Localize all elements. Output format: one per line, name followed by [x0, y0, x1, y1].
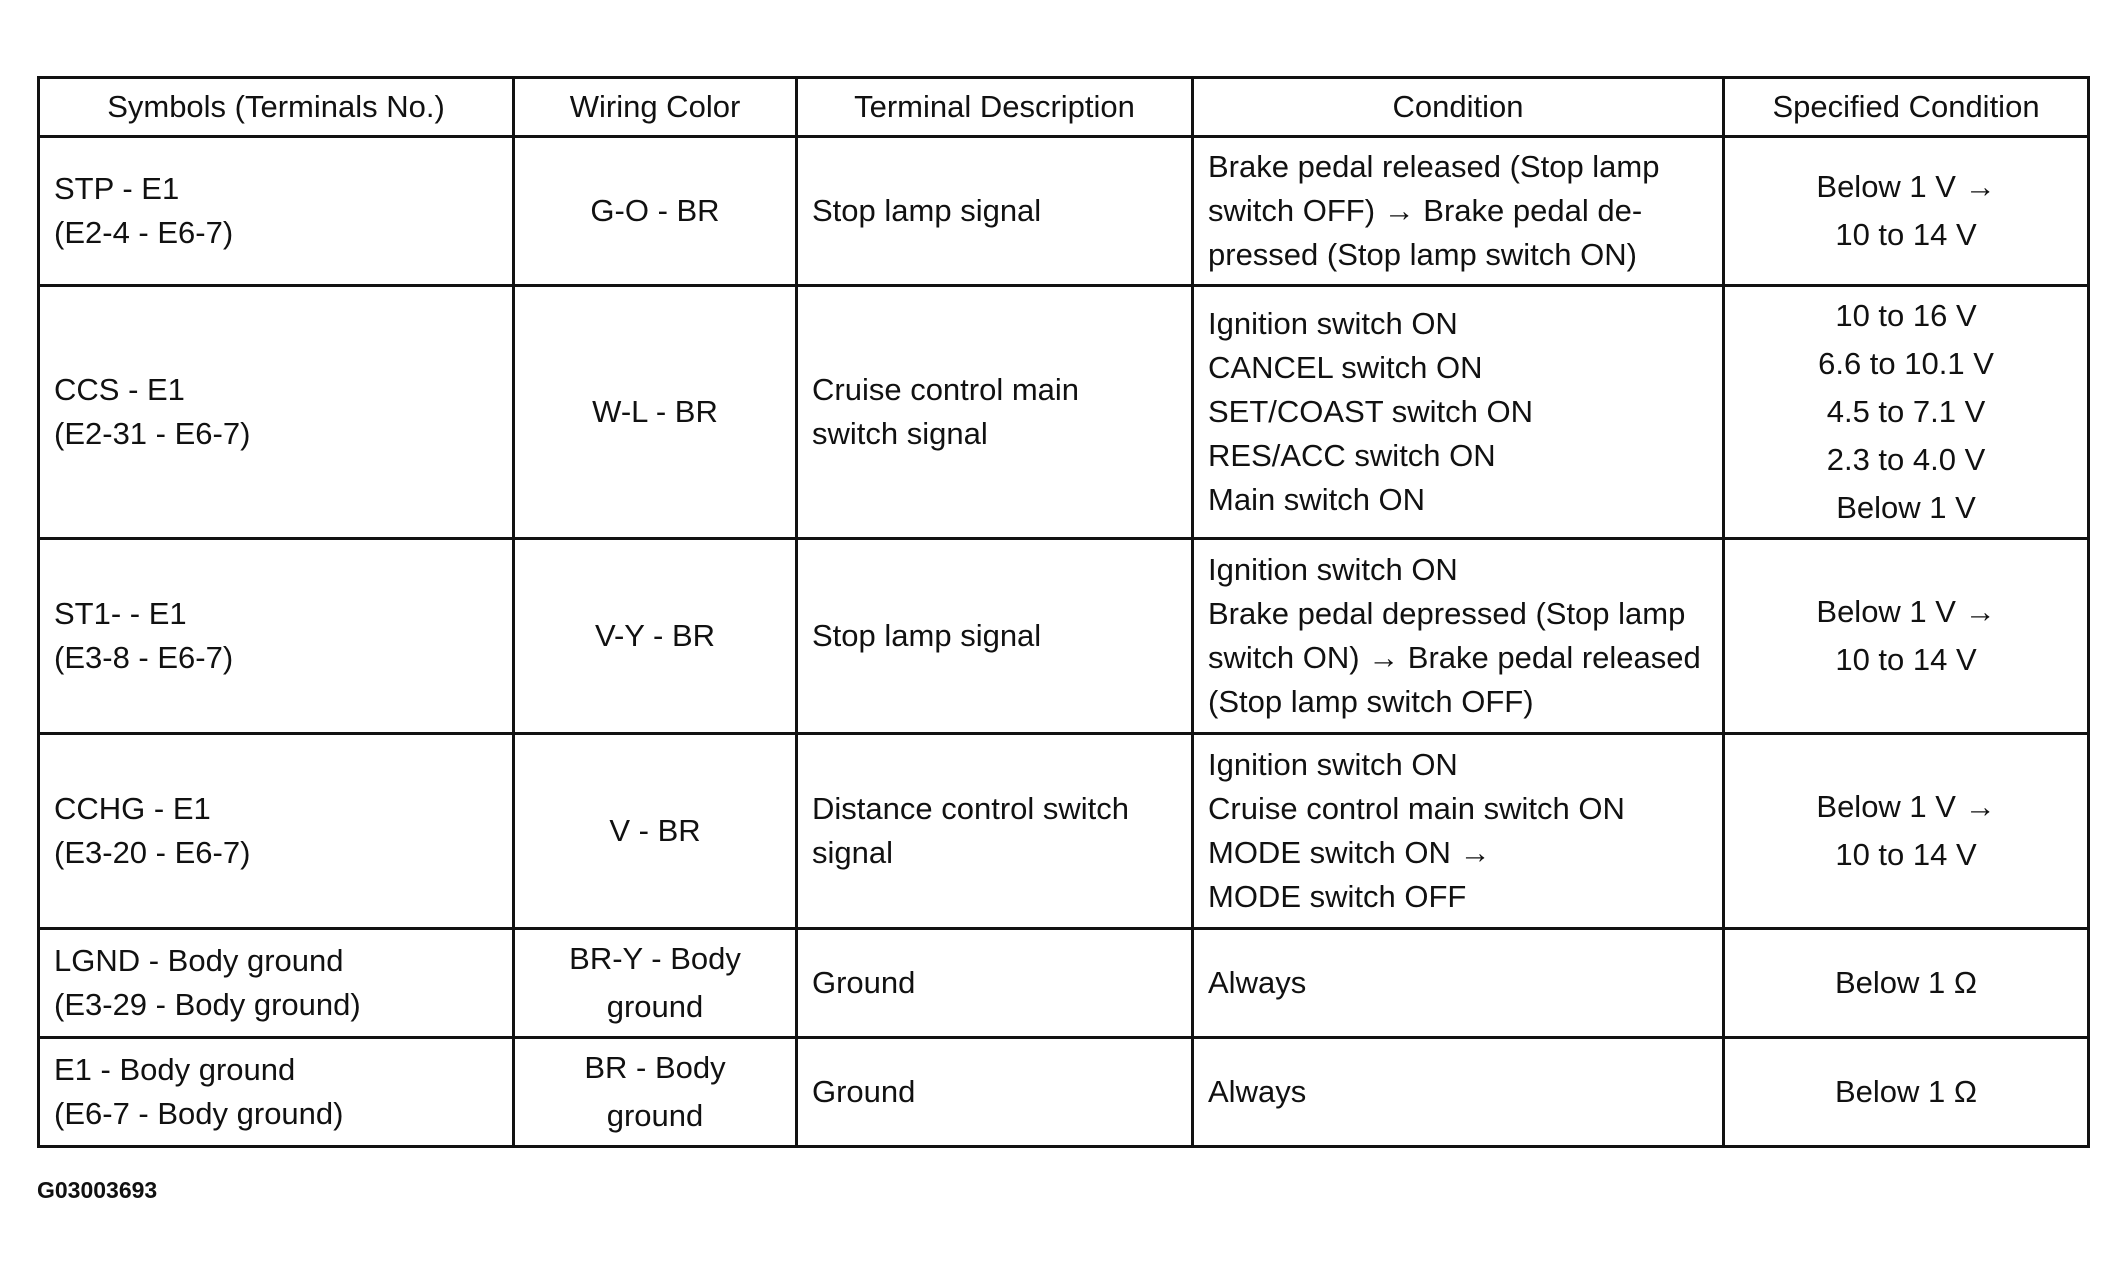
condition-line: Brake pedal released (Stop lamp [1208, 149, 1660, 184]
symbols-line: (E2-31 - E6-7) [54, 416, 251, 451]
specified-line: Below 1 V → [1816, 594, 1996, 629]
symbols-cell [39, 734, 514, 929]
condition-line: Always [1208, 965, 1307, 1000]
specified-line: Below 1 V [1836, 490, 1976, 525]
header-condition: Condition [1193, 78, 1724, 137]
symbols-line: (E3-29 - Body ground) [54, 987, 361, 1022]
specified-line: Below 1 Ω [1834, 965, 1978, 1000]
description-line: Ground [812, 1074, 916, 1109]
table-row [39, 137, 2089, 286]
specified-line: Below 1 V → [1816, 789, 1996, 824]
symbols-line: LGND - Body ground [54, 943, 344, 978]
wiring-line: V - BR [609, 813, 701, 848]
description-line: Cruise control main [812, 372, 1080, 407]
wiring-cell [514, 137, 797, 286]
wiring-line: ground [606, 1098, 704, 1133]
condition-line: SET/COAST switch ON [1208, 394, 1533, 429]
table-header-row [39, 78, 2089, 137]
specified-line: Below 1 V → [1816, 169, 1996, 204]
wiring-line: W-L - BR [592, 394, 718, 429]
header-specified-condition: Specified Condition [1724, 78, 2089, 137]
wiring-line: V-Y - BR [594, 618, 716, 653]
condition-line: Main switch ON [1208, 482, 1426, 517]
condition-cell [1193, 734, 1724, 929]
condition-line: (Stop lamp switch OFF) [1208, 684, 1534, 719]
wiring-cell [514, 539, 797, 734]
specified-cell [1724, 734, 2089, 929]
description-line: switch signal [812, 416, 988, 451]
condition-line: MODE switch OFF [1208, 879, 1467, 914]
symbols-cell [39, 1038, 514, 1147]
description-cell [797, 286, 1193, 539]
symbols-line: CCHG - E1 [54, 791, 211, 826]
wiring-cell [514, 929, 797, 1038]
condition-line: Ignition switch ON [1208, 306, 1458, 341]
specified-line: 2.3 to 4.0 V [1826, 442, 1986, 477]
condition-line: Ignition switch ON [1208, 747, 1458, 782]
symbols-line: ST1- - E1 [54, 596, 187, 631]
description-cell [797, 734, 1193, 929]
table-row [39, 929, 2089, 1038]
symbols-cell [39, 137, 514, 286]
wiring-line: ground [606, 989, 704, 1024]
condition-line: Ignition switch ON [1208, 552, 1458, 587]
symbols-line: (E3-8 - E6-7) [54, 640, 234, 675]
symbols-cell [39, 539, 514, 734]
condition-cell [1193, 286, 1724, 539]
symbols-line: (E2-4 - E6-7) [54, 215, 234, 250]
header-wiring-color: Wiring Color [514, 78, 797, 137]
wiring-line: BR - Body [584, 1050, 726, 1085]
terminal-spec-table [37, 76, 2090, 1148]
specified-cell [1724, 929, 2089, 1038]
condition-line: MODE switch ON → [1208, 835, 1491, 870]
description-cell [797, 539, 1193, 734]
condition-line: Brake pedal depressed (Stop lamp [1208, 596, 1686, 631]
condition-cell [1193, 1038, 1724, 1147]
specified-line: Below 1 Ω [1834, 1074, 1978, 1109]
condition-line: RES/ACC switch ON [1208, 438, 1496, 473]
specified-line: 4.5 to 7.1 V [1826, 394, 1986, 429]
description-line: Stop lamp signal [812, 618, 1042, 653]
description-cell [797, 137, 1193, 286]
symbols-line: (E6-7 - Body ground) [54, 1096, 344, 1131]
symbols-line: E1 - Body ground [54, 1052, 296, 1087]
description-cell [797, 929, 1193, 1038]
description-line: Ground [812, 965, 916, 1000]
condition-line: pressed (Stop lamp switch ON) [1208, 237, 1637, 272]
condition-line: CANCEL switch ON [1208, 350, 1483, 385]
table-row [39, 539, 2089, 734]
figure-id-label: G03003693 [37, 1177, 158, 1203]
description-cell [797, 1038, 1193, 1147]
specified-cell [1724, 1038, 2089, 1147]
symbols-cell [39, 286, 514, 539]
condition-line: switch ON) → Brake pedal released [1208, 640, 1701, 675]
specified-line: 10 to 14 V [1835, 642, 1977, 677]
condition-line: switch OFF) → Brake pedal de- [1208, 193, 1643, 228]
wiring-cell [514, 1038, 797, 1147]
condition-cell [1193, 539, 1724, 734]
specified-line: 10 to 14 V [1835, 837, 1977, 872]
specified-cell [1724, 286, 2089, 539]
symbols-cell [39, 929, 514, 1038]
specified-cell [1724, 539, 2089, 734]
condition-line: Cruise control main switch ON [1208, 791, 1625, 826]
specified-cell [1724, 137, 2089, 286]
description-line: signal [812, 835, 893, 870]
condition-cell [1193, 929, 1724, 1038]
wiring-line: G-O - BR [590, 193, 720, 228]
specified-line: 10 to 14 V [1835, 217, 1977, 252]
table-row [39, 734, 2089, 929]
symbols-line: (E3-20 - E6-7) [54, 835, 251, 870]
table-row [39, 1038, 2089, 1147]
wiring-cell [514, 286, 797, 539]
condition-line: Always [1208, 1074, 1307, 1109]
description-line: Distance control switch [812, 791, 1130, 826]
specified-line: 6.6 to 10.1 V [1818, 346, 1994, 381]
header-terminal-description: Terminal Description [797, 78, 1193, 137]
header-symbols: Symbols (Terminals No.) [39, 78, 514, 137]
wiring-line: BR-Y - Body [569, 941, 741, 976]
symbols-line: CCS - E1 [54, 372, 185, 407]
description-line: Stop lamp signal [812, 193, 1042, 228]
specified-line: 10 to 16 V [1835, 298, 1977, 333]
symbols-line: STP - E1 [54, 171, 180, 206]
table-row [39, 286, 2089, 539]
condition-cell [1193, 137, 1724, 286]
wiring-cell [514, 734, 797, 929]
